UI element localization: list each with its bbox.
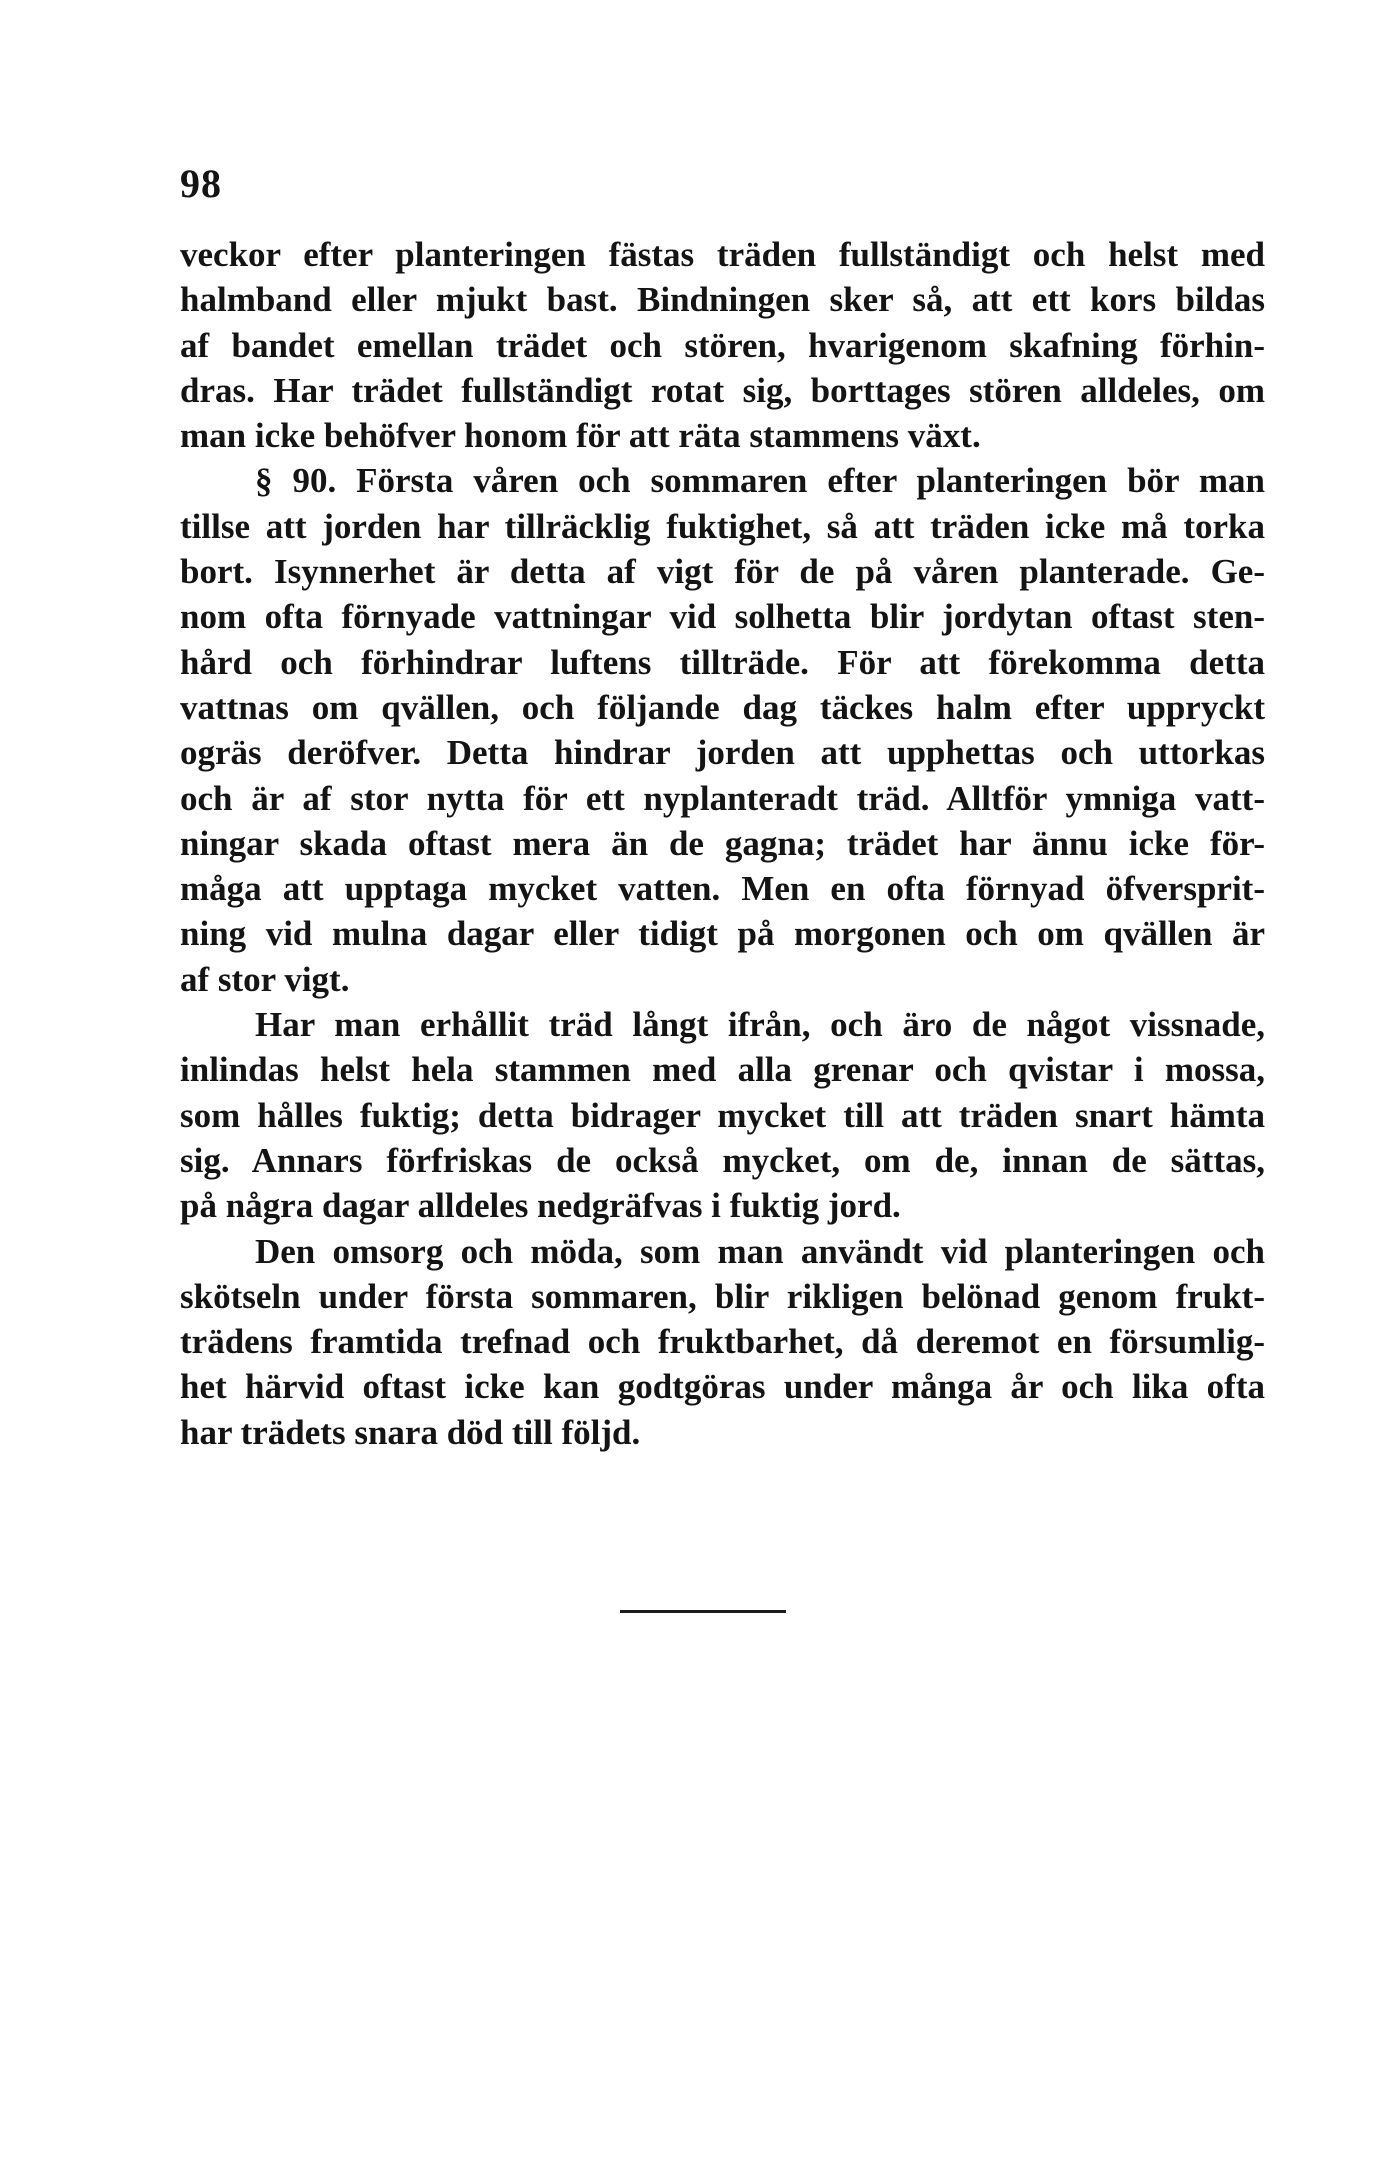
text-line: nom ofta förnyade vattningar vid solhetta blir jordytan oftast sten- [180, 597, 1265, 637]
text-line: veckor efter planteringen fästas träden fullständigt och helst med [180, 235, 1265, 274]
text-line: har trädets snara död till följd. [180, 1412, 641, 1452]
page-number: 98 [180, 161, 222, 206]
text-line: vattnas om qvällen, och följande dag täckes halm efter uppryckt [180, 687, 1265, 727]
text-line: dras. Har trädet fullständigt rotat sig, borttages stören alldeles, om [180, 370, 1265, 410]
text-line: trädens framtida trefnad och fruktbarhet, då deremot en försumlig- [180, 1322, 1265, 1362]
text-line: skötseln under första sommaren, blir rikligen belönad genom frukt- [180, 1276, 1265, 1316]
text-line: och är af stor nytta för ett nyplanteradt träd. Alltför ymniga vatt- [180, 778, 1265, 818]
section-heading-line: § 90. Första våren och sommaren efter planteringen bör man [255, 461, 1265, 501]
text-line: af bandet emellan trädet och stören, hvarigenom skafning förhin- [180, 325, 1265, 365]
paragraph-start-line: Den omsorg och möda, som man användt vid planteringen och [255, 1231, 1265, 1271]
text-line: man icke behöfver honom för att räta stammens växt. [180, 416, 981, 456]
text-line: het härvid oftast icke kan godtgöras under många år och lika ofta [180, 1367, 1265, 1407]
text-line: ogräs deröfver. Detta hindrar jorden att upphettas och uttorkas [180, 733, 1265, 773]
text-line: halmband eller mjukt bast. Bindningen sker så, att ett kors bildas [180, 280, 1265, 320]
text-line: på några dagar alldeles nedgräfvas i fuktig jord. [180, 1186, 901, 1226]
text-line: af stor vigt. [180, 959, 350, 999]
text-line: tillse att jorden har tillräcklig fuktighet, så att träden icke må torka [180, 506, 1265, 546]
paragraph-start-line: Har man erhållit träd långt ifrån, och äro de något vissnade, [255, 1005, 1265, 1045]
body-text [180, 232, 1265, 1455]
text-line: ningar skada oftast mera än de gagna; trädet har ännu icke för- [180, 823, 1265, 863]
text-line: bort. Isynnerhet är detta af vigt för de på våren planterade. Ge- [180, 552, 1265, 592]
text-line: sig. Annars förfriskas de också mycket, om de, innan de sättas, [180, 1140, 1265, 1180]
text-line: ning vid mulna dagar eller tidigt på morgonen och om qvällen är [180, 914, 1265, 954]
text-line: måga att upptaga mycket vatten. Men en ofta förnyad öfversprit- [180, 869, 1265, 909]
section-end-rule [620, 1610, 786, 1613]
text-line: som hålles fuktig; detta bidrager mycket till att träden snart hämta [180, 1095, 1265, 1135]
text-line: inlindas helst hela stammen med alla grenar och qvistar i mossa, [180, 1050, 1265, 1090]
text-line: hård och förhindrar luftens tillträde. För att förekomma detta [180, 642, 1265, 682]
